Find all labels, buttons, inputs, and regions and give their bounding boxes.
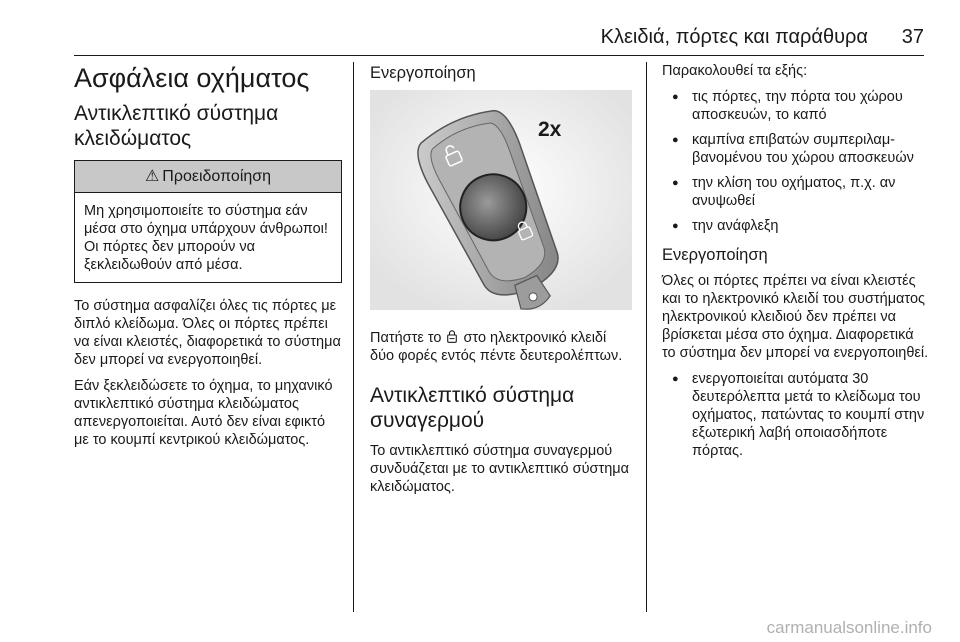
instruction-after: στο ηλεκτρονικό κλειδί δύο φορές εντός πέντε δευτερολέπτων. <box>370 330 623 364</box>
section-heading: Ασφάλεια οχήματος <box>74 63 310 93</box>
column-3 <box>662 62 930 469</box>
subsection-heading: Αντικλεπτικό σύστημα συναγερμού <box>370 384 575 432</box>
paragraph: Το σύστημα ασφαλίζει όλες τις πόρτες με διπλό κλείδωμα. Όλες οι πόρτες πρέπει να είναι κλειστές, διαφορετικά το σύστημα δεν μπορεί να ενεργοποιηθεί. <box>74 298 341 368</box>
page-header <box>0 0 960 56</box>
paragraph: Παρακολουθεί τα εξής: <box>662 63 808 79</box>
warning-text: Μη χρησιμοποιείτε το σύστημα εάν μέσα στο όχημα υπάρχουν άνθρωποι! Οι πόρτες δεν μπορούν να ξεκλειδωθούν από μέσα. <box>84 203 328 273</box>
column-1 <box>74 62 342 457</box>
list-item: ● καμπίνα επιβατών συμπεριλαμβανομένου του χώρου αποσκευών <box>662 131 930 167</box>
page-number: 37 <box>901 26 924 48</box>
key-fob-illustration <box>370 90 632 310</box>
subsection-heading: Ενεργοποίηση <box>662 246 768 264</box>
paragraph: Το αντικλεπτικό σύστημα συναγερμού συνδυάζεται με το αντικλεπτικό σύστημα κλειδώματος. <box>370 443 630 495</box>
list-item: ● τις πόρτες, την πόρτα του χώρου αποσκευών, το καπό <box>662 88 930 124</box>
warning-icon: ⚠ <box>144 168 160 185</box>
column-2 <box>370 62 632 504</box>
column-divider <box>353 62 354 612</box>
subsection-heading: Ενεργοποίηση <box>370 64 476 82</box>
watermark: carmanualsonline.info <box>766 618 932 637</box>
list-item: ● την κλίση του οχήματος, π.χ. αν ανυψωθεί <box>662 174 930 210</box>
paragraph: Όλες οι πόρτες πρέπει να είναι κλειστές και το ηλεκτρονικό κλειδί του συστήματος ηλεκτρονικού κλειδιού δεν πρέπει να βρίσκεται μέσα στο όχημα. Διαφορετικά το σύστημα δεν μπορεί να ενεργοποιηθεί. <box>662 273 929 361</box>
column-divider <box>646 62 647 612</box>
paragraph <box>370 329 632 365</box>
list-item: ● ενεργοποιείται αυτόματα 30 δευτερόλεπτα μετά το κλείδωμα του οχήματος, πατώντας το κουμπί στην εξωτερική λαβή οποιασδήποτε πόρτας. <box>662 370 930 460</box>
monitored-list <box>662 88 930 235</box>
warning-box <box>74 160 342 283</box>
chapter-title: Κλειδιά, πόρτες και παράθυρα <box>600 26 868 48</box>
warning-header <box>75 161 341 193</box>
activation-list <box>662 370 930 460</box>
header-rule <box>74 55 924 56</box>
list-item: ● την ανάφλεξη <box>662 217 930 235</box>
instruction-before: Πατήστε το <box>370 330 442 346</box>
subsection-heading: Αντικλεπτικό σύστημα κλειδώματος <box>74 102 279 150</box>
warning-title: Προειδοποίηση <box>162 168 272 185</box>
paragraph: Εάν ξεκλειδώσετε το όχημα, το μηχανικό αντικλεπτικό σύστημα κλειδώματος απενεργοποιείται. Αυτό δεν είναι εφικτό με το κουμπί κεντρικού κλειδώματος. <box>74 378 333 448</box>
press-count-label: 2x <box>538 118 562 141</box>
lock-icon <box>447 330 457 343</box>
